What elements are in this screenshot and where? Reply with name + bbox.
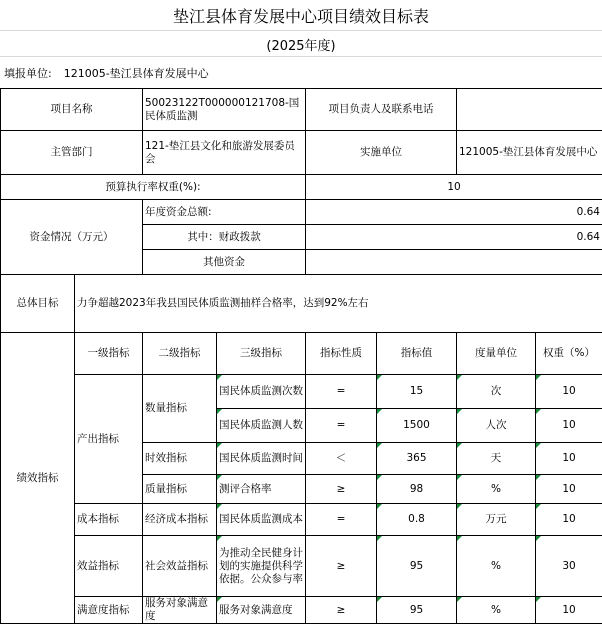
filler-label: 填报单位: bbox=[4, 67, 52, 80]
page-title: 垫江县体育发展中心项目绩效目标表 bbox=[172, 6, 429, 26]
nature-cell: = bbox=[306, 375, 377, 409]
value-cell: 95 bbox=[377, 536, 457, 597]
project-name-label: 项目名称 bbox=[1, 89, 143, 131]
goal-text: 力争超越2023年我县国民体质监测抽样合格率，达到92%左右 bbox=[75, 275, 602, 333]
value-cell: 0.8 bbox=[377, 504, 457, 536]
weight-cell: 10 bbox=[536, 475, 602, 504]
l1-benefit: 效益指标 bbox=[75, 536, 143, 597]
l2-service-satisfaction: 服务对象满意度 bbox=[143, 597, 217, 624]
funds-total-row bbox=[1, 200, 602, 225]
l1-satisfaction: 满意度指标 bbox=[75, 597, 143, 624]
budget-weight-row bbox=[1, 175, 602, 200]
nature-cell: = bbox=[306, 504, 377, 536]
project-name-value: 50023122T000000121708-国民体质监测 bbox=[143, 89, 306, 131]
goal-label: 总体目标 bbox=[1, 275, 75, 333]
funds-fiscal-value: 0.64 bbox=[306, 225, 602, 250]
dept-label: 主管部门 bbox=[1, 131, 143, 175]
header-value: 指标值 bbox=[377, 333, 457, 375]
l2-timeliness: 时效指标 bbox=[143, 443, 217, 475]
funds-total-value: 0.64 bbox=[306, 200, 602, 225]
dept-row bbox=[1, 131, 602, 175]
performance-table bbox=[0, 88, 602, 624]
budget-weight-label: 预算执行率权重(%): bbox=[1, 175, 306, 200]
l1-output: 产出指标 bbox=[75, 375, 143, 504]
l3-cell: 测评合格率 bbox=[217, 475, 306, 504]
l2-quantity: 数量指标 bbox=[143, 375, 217, 443]
funds-label: 资金情况（万元） bbox=[1, 200, 143, 275]
l3-cell: 国民体质监测次数 bbox=[217, 375, 306, 409]
header-weight: 权重（%） bbox=[536, 333, 602, 375]
goal-row bbox=[1, 275, 602, 333]
funds-fiscal-label: 其中：财政拨款 bbox=[143, 225, 306, 250]
header-unit: 度量单位 bbox=[457, 333, 536, 375]
l3-cell: 国民体质监测时间 bbox=[217, 443, 306, 475]
funds-total-label: 年度资金总额: bbox=[143, 200, 306, 225]
header-nature: 指标性质 bbox=[306, 333, 377, 375]
dept-value: 121-垫江县文化和旅游发展委员会 bbox=[143, 131, 306, 175]
unit-cell: % bbox=[457, 475, 536, 504]
funds-other-value bbox=[306, 250, 602, 275]
unit-cell: % bbox=[457, 597, 536, 624]
unit-cell: % bbox=[457, 536, 536, 597]
nature-cell: = bbox=[306, 409, 377, 443]
indicator-row bbox=[1, 597, 602, 624]
project-owner-label: 项目负责人及联系电话 bbox=[306, 89, 457, 131]
indicator-row bbox=[1, 375, 602, 409]
indicator-row bbox=[1, 536, 602, 597]
indicator-header-row bbox=[1, 333, 602, 375]
unit-cell: 次 bbox=[457, 375, 536, 409]
header-l2: 二级指标 bbox=[143, 333, 217, 375]
l2-economic-cost: 经济成本指标 bbox=[143, 504, 217, 536]
value-cell: 15 bbox=[377, 375, 457, 409]
nature-cell: ≥ bbox=[306, 597, 377, 624]
value-cell: 98 bbox=[377, 475, 457, 504]
value-cell: 365 bbox=[377, 443, 457, 475]
header-l1: 一级指标 bbox=[75, 333, 143, 375]
l3-cell: 为推动全民健身计划的实施提供科学依据。公众参与率 bbox=[217, 536, 306, 597]
l3-cell: 国民体质监测人数 bbox=[217, 409, 306, 443]
budget-weight-value: 10 bbox=[306, 175, 602, 200]
impl-value: 121005-垫江县体育发展中心 bbox=[457, 131, 602, 175]
value-cell: 95 bbox=[377, 597, 457, 624]
unit-cell: 万元 bbox=[457, 504, 536, 536]
nature-cell: ＜ bbox=[306, 443, 377, 475]
funds-other-label: 其他资金 bbox=[143, 250, 306, 275]
weight-cell: 30 bbox=[536, 536, 602, 597]
filler-value: 121005-垫江县体育发展中心 bbox=[63, 67, 209, 80]
weight-cell: 10 bbox=[536, 443, 602, 475]
weight-cell: 10 bbox=[536, 597, 602, 624]
weight-cell: 10 bbox=[536, 409, 602, 443]
value-cell: 1500 bbox=[377, 409, 457, 443]
nature-cell: ≥ bbox=[306, 475, 377, 504]
project-name-row bbox=[1, 89, 602, 131]
l2-social-benefit: 社会效益指标 bbox=[143, 536, 217, 597]
indicator-row bbox=[1, 504, 602, 536]
l3-cell: 国民体质监测成本 bbox=[217, 504, 306, 536]
indicators-label: 绩效指标 bbox=[1, 333, 75, 624]
l2-quality: 质量指标 bbox=[143, 475, 217, 504]
nature-cell: ≥ bbox=[306, 536, 377, 597]
unit-cell: 人次 bbox=[457, 409, 536, 443]
l3-cell: 服务对象满意度 bbox=[217, 597, 306, 624]
year-subtitle: (2025年度) bbox=[0, 30, 602, 57]
weight-cell: 10 bbox=[536, 504, 602, 536]
l1-cost: 成本指标 bbox=[75, 504, 143, 536]
project-owner-value bbox=[457, 89, 602, 131]
unit-cell: 天 bbox=[457, 443, 536, 475]
weight-cell: 10 bbox=[536, 375, 602, 409]
filler-row bbox=[0, 56, 602, 89]
impl-label: 实施单位 bbox=[306, 131, 457, 175]
header-l3: 三级指标 bbox=[217, 333, 306, 375]
